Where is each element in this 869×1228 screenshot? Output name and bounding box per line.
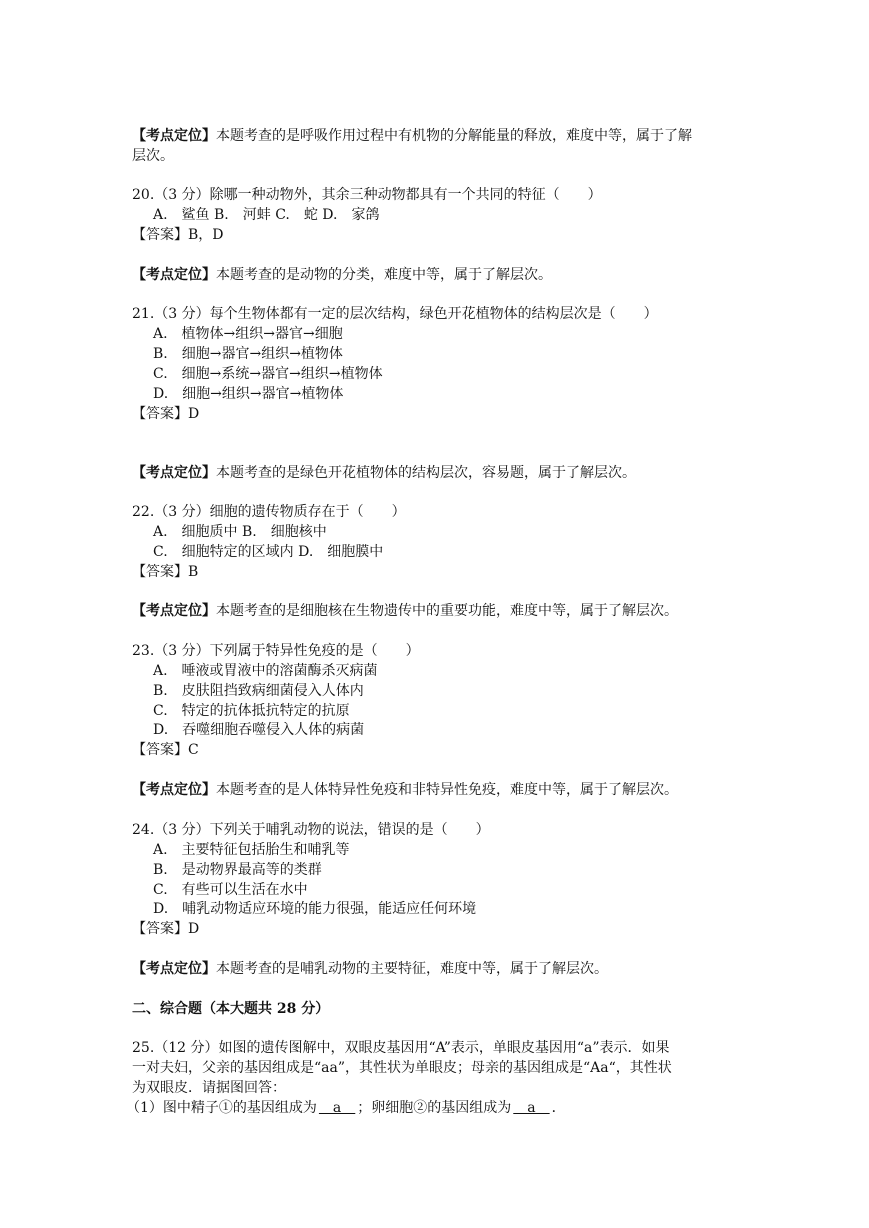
- kaodian-line: [132, 126, 692, 146]
- kaodian-line-cont: 层次。: [132, 148, 174, 164]
- question-24-stem: 24.（3 分）下列关于哺乳动物的说法，错误的是（ ）: [132, 822, 490, 838]
- question-22-options-cd: C. 细胞特定的区域内 D. 细胞膜中: [153, 544, 384, 560]
- kaodian-tag: 【考点定位】: [132, 961, 216, 977]
- kaodian-tag: 【考点定位】: [132, 782, 216, 798]
- question-24-kaodian: [132, 959, 608, 979]
- question-24-answer: 【答案】D: [132, 921, 200, 937]
- part-1-text: （1）图中精子①的基因组成为: [126, 1100, 317, 1116]
- question-20-answer: 【答案】B，D: [132, 227, 224, 243]
- kaodian-text: 本题考查的是细胞核在生物遗传中的重要功能，难度中等，属于了解层次。: [216, 603, 678, 619]
- question-21-kaodian: [132, 463, 636, 483]
- kaodian-text: 本题考查的是哺乳动物的主要特征，难度中等，属于了解层次。: [216, 961, 608, 977]
- question-21-stem: 21.（3 分）每个生物体都有一定的层次结构，绿色开花植物体的结构层次是（ ）: [132, 306, 658, 322]
- question-23-option-c: C. 特定的抗体抵抗特定的抗原: [153, 703, 350, 719]
- question-23-answer: 【答案】C: [132, 742, 199, 758]
- kaodian-text: 本题考查的是动物的分类，难度中等，属于了解层次。: [216, 267, 552, 283]
- question-25-line-2: 一对夫妇，父亲的基因组成是“aa”，其性状为单眼皮；母亲的基因组成是“Aa“，其性状: [132, 1060, 672, 1076]
- question-25-part-1: [126, 1098, 566, 1118]
- question-20-kaodian: [132, 265, 552, 285]
- kaodian-tag: 【考点定位】: [132, 128, 216, 144]
- kaodian-tag: 【考点定位】: [132, 465, 216, 481]
- answer-blank-sperm: a: [318, 1100, 356, 1116]
- question-20-options: A. 鲨鱼 B. 河蚌 C. 蛇 D. 家鸽: [153, 207, 380, 223]
- answer-blank-egg: a: [513, 1100, 550, 1116]
- question-23-option-a: A. 唾液或胃液中的溶菌酶杀灭病菌: [153, 663, 378, 679]
- question-21-option-c: C. 细胞→系统→器官→组织→植物体: [153, 366, 383, 382]
- question-21-option-a: A. 植物体→组织→器官→细胞: [153, 326, 343, 342]
- question-25-line-3: 为双眼皮．请据图回答：: [132, 1080, 286, 1096]
- part-1-end: ．: [551, 1100, 566, 1116]
- kaodian-tag: 【考点定位】: [132, 267, 216, 283]
- question-24-option-b: B. 是动物界最高等的类群: [153, 862, 322, 878]
- question-20-stem: 20.（3 分）除哪一种动物外，其余三种动物都具有一个共同的特征（ ）: [132, 187, 602, 203]
- question-22-kaodian: [132, 601, 678, 621]
- question-21-option-b: B. 细胞→器官→组织→植物体: [153, 346, 343, 362]
- question-21-answer: 【答案】D: [132, 406, 200, 422]
- question-24-option-a: A. 主要特征包括胎生和哺乳等: [153, 842, 350, 858]
- part-1-text-2: ；卵细胞②的基因组成为: [357, 1100, 512, 1116]
- kaodian-text: 本题考查的是人体特异性免疫和非特异性免疫，难度中等，属于了解层次。: [216, 782, 678, 798]
- question-25-line-1: 25.（12 分）如图的遗传图解中，双眼皮基因用“A”表示，单眼皮基因用“a”表示．如果: [132, 1040, 670, 1056]
- question-22-answer: 【答案】B: [132, 564, 199, 580]
- section-heading: 二、综合题（本大题共 28 分）: [132, 1001, 330, 1017]
- kaodian-text: 本题考查的是绿色开花植物体的结构层次，容易题，属于了解层次。: [216, 465, 636, 481]
- question-23-kaodian: [132, 780, 678, 800]
- question-23-option-d: D. 吞噬细胞吞噬侵入人体的病菌: [153, 722, 365, 738]
- question-24-option-c: C. 有些可以生活在水中: [153, 882, 308, 898]
- question-24-option-d: D. 哺乳动物适应环境的能力很强，能适应任何环境: [153, 901, 477, 917]
- question-22-stem: 22.（3 分）细胞的遗传物质存在于（ ）: [132, 504, 406, 520]
- kaodian-tag: 【考点定位】: [132, 603, 216, 619]
- question-21-option-d: D. 细胞→组织→器官→植物体: [153, 386, 344, 402]
- question-22-options-ab: A. 细胞质中 B. 细胞核中: [153, 524, 327, 540]
- question-23-stem: 23.（3 分）下列属于特异性免疫的是（ ）: [132, 643, 420, 659]
- question-23-option-b: B. 皮肤阻挡致病细菌侵入人体内: [153, 683, 364, 699]
- kaodian-text: 本题考查的是呼吸作用过程中有机物的分解能量的释放，难度中等，属于了解: [216, 128, 692, 144]
